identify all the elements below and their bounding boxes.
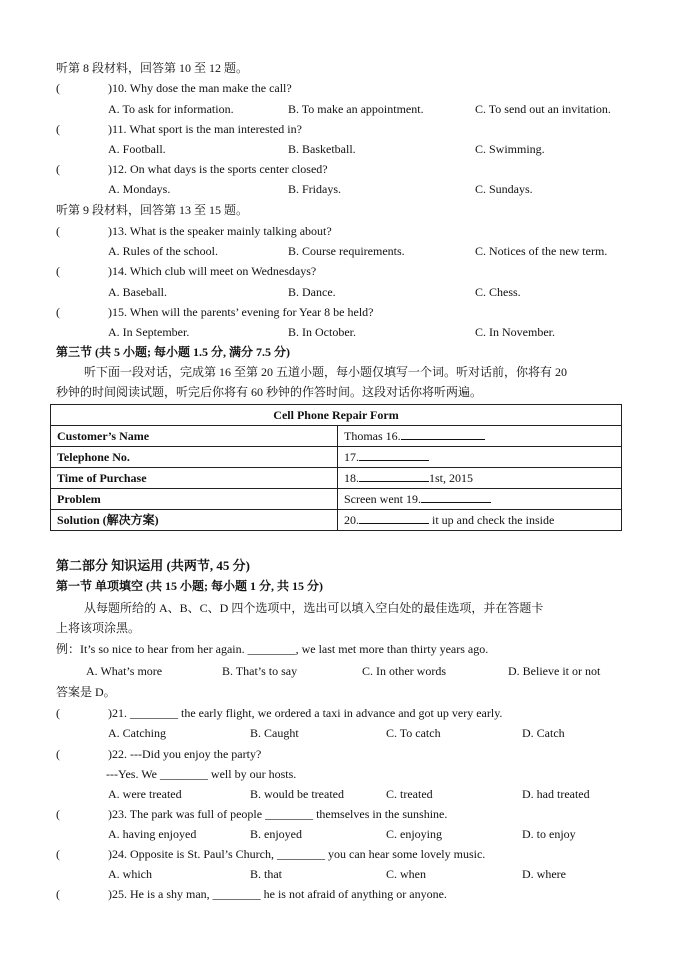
answer-paren[interactable]: (: [56, 305, 60, 319]
question-22-text: )22. ---Did you enjoy the party?: [108, 747, 262, 761]
question-13: [56, 223, 332, 239]
q10-option-a: A. To ask for information.: [108, 102, 234, 116]
question-22: [56, 746, 261, 762]
form-row: [51, 447, 622, 468]
question-23: [56, 806, 447, 822]
q24-option-a: A. which: [108, 867, 152, 881]
question-11: [56, 121, 302, 137]
q22-option-a: A. were treated: [108, 787, 182, 801]
form-value: [338, 426, 622, 447]
q12-option-b: B. Fridays.: [288, 182, 342, 196]
question-10: [56, 80, 292, 96]
answer-blank-16[interactable]: [401, 427, 485, 440]
question-10-text: )10. Why dose the man make the call?: [108, 81, 292, 95]
form-value-prefix: 17.: [344, 450, 359, 464]
q21-option-b: B. Caught: [250, 726, 299, 740]
q14-option-a: A. Baseball.: [108, 285, 167, 299]
q21-option-c: C. To catch: [386, 726, 441, 740]
q13-option-b: B. Course requirements.: [288, 244, 405, 258]
form-value-suffix: 1st, 2015: [429, 471, 474, 485]
answer-paren[interactable]: (: [56, 887, 60, 901]
form-value-prefix: Screen went 19.: [344, 492, 421, 506]
question-22-text2: ---Yes. We ________ well by our hosts.: [106, 767, 297, 781]
form-label: Telephone No.: [51, 447, 338, 468]
form-label: Customer’s Name: [51, 426, 338, 447]
question-14: [56, 263, 316, 279]
q24-option-c: C. when: [386, 867, 426, 881]
answer-paren[interactable]: (: [56, 747, 60, 761]
q15-option-b: B. In October.: [288, 325, 356, 339]
answer-paren[interactable]: (: [56, 81, 60, 95]
answer-blank-17[interactable]: [359, 448, 429, 461]
q21-option-d: D. Catch: [522, 726, 565, 740]
question-24-text: )24. Opposite is St. Paul’s Church, ________ you can hear some lovely music.: [108, 847, 486, 861]
form-row: [51, 489, 622, 510]
part-3-instructions-line1: 听下面一段对话，完成第 16 至第 20 五道小题，每小题仅填写一个词。听对话前，你将有 20: [84, 365, 568, 379]
question-23-text: )23. The park was full of people ________ themselves in the sunshine.: [108, 807, 448, 821]
q15-option-c: C. In November.: [475, 325, 555, 339]
question-21: [56, 705, 502, 721]
question-25-text: )25. He is a shy man, ________ he is not afraid of anything or anyone.: [108, 887, 447, 901]
question-13-text: )13. What is the speaker mainly talking about?: [108, 224, 332, 238]
q15-option-a: A. In September.: [108, 325, 190, 339]
question-12-text: )12. On what days is the sports center closed?: [108, 162, 328, 176]
q11-option-b: B. Basketball.: [288, 142, 356, 156]
answer-paren[interactable]: (: [56, 264, 60, 278]
question-24: [56, 846, 485, 862]
part-2-title: 第二部分 知识运用 (共两节, 45 分): [56, 558, 250, 573]
form-value-suffix: it up and check the inside: [429, 513, 555, 527]
question-15: [56, 304, 373, 320]
q13-option-c: C. Notices of the new term.: [475, 244, 608, 258]
q14-option-c: C. Chess.: [475, 285, 521, 299]
form-label: Time of Purchase: [51, 468, 338, 489]
q23-option-b: B. enjoyed: [250, 827, 302, 841]
part-3-title: 第三节 (共 5 小题; 每小题 1.5 分, 满分 7.5 分): [56, 345, 290, 359]
q11-option-c: C. Swimming.: [475, 142, 545, 156]
answer-paren[interactable]: (: [56, 224, 60, 238]
question-25: [56, 886, 447, 902]
form-value-prefix: 20.: [344, 513, 359, 527]
form-value: [338, 447, 622, 468]
form-row: [51, 426, 622, 447]
section-1-title: 第一节 单项填空 (共 15 小题; 每小题 1 分, 共 15 分): [56, 579, 323, 593]
question-14-text: )14. Which club will meet on Wednesdays?: [108, 264, 317, 278]
section-1-instructions-line2: 上将该项涂黑。: [56, 621, 141, 635]
form-value: [338, 468, 622, 489]
q10-option-c: C. To send out an invitation.: [475, 102, 611, 116]
q14-option-b: B. Dance.: [288, 285, 336, 299]
section-9-heading: 听第 9 段材料，回答第 13 至 15 题。: [56, 203, 249, 217]
example-option-d: D. Believe it or not: [508, 664, 601, 678]
question-15-text: )15. When will the parents’ evening for Year 8 be held?: [108, 305, 374, 319]
q23-option-a: A. having enjoyed: [108, 827, 197, 841]
question-11-text: )11. What sport is the man interested in?: [108, 122, 302, 136]
q24-option-b: B. that: [250, 867, 282, 881]
section-1-instructions-line1: 从每题所给的 A、B、C、D 四个选项中，选出可以填入空白处的最佳选项，并在答题卡: [84, 601, 544, 615]
part-3-instructions-line2: 秒钟的时间阅读试题，听完后你将有 60 秒钟的作答时间。这段对话你将听两遍。: [56, 385, 483, 399]
form-value-prefix: Thomas 16.: [344, 429, 401, 443]
q10-option-b: B. To make an appointment.: [288, 102, 424, 116]
form-value: [338, 510, 622, 531]
q12-option-c: C. Sundays.: [475, 182, 533, 196]
example-answer: 答案是 D。: [56, 685, 116, 699]
answer-paren[interactable]: (: [56, 122, 60, 136]
form-label: Solution (解决方案): [51, 510, 338, 531]
form-value: [338, 489, 622, 510]
form-title: Cell Phone Repair Form: [51, 405, 622, 426]
question-21-text: )21. ________ the early flight, we ordered a taxi in advance and got up very early.: [108, 706, 503, 720]
repair-form-table: [50, 404, 622, 531]
answer-paren[interactable]: (: [56, 847, 60, 861]
q22-option-c: C. treated: [386, 787, 433, 801]
q12-option-a: A. Mondays.: [108, 182, 171, 196]
answer-paren[interactable]: (: [56, 162, 60, 176]
q22-option-d: D. had treated: [522, 787, 590, 801]
answer-blank-18[interactable]: [359, 469, 429, 482]
question-12: [56, 161, 328, 177]
q23-option-c: C. enjoying: [386, 827, 442, 841]
example-option-a: A. What’s more: [86, 664, 163, 678]
answer-paren[interactable]: (: [56, 706, 60, 720]
answer-blank-19[interactable]: [421, 490, 491, 503]
example-option-b: B. That’s to say: [222, 664, 298, 678]
q22-option-b: B. would be treated: [250, 787, 344, 801]
q23-option-d: D. to enjoy: [522, 827, 576, 841]
example-option-c: C. In other words: [362, 664, 446, 678]
answer-blank-20[interactable]: [359, 511, 429, 524]
q21-option-a: A. Catching: [108, 726, 166, 740]
form-row: [51, 468, 622, 489]
q24-option-d: D. where: [522, 867, 566, 881]
q11-option-a: A. Football.: [108, 142, 166, 156]
section-8-heading: 听第 8 段材料，回答第 10 至 12 题。: [56, 61, 249, 75]
form-row: [51, 510, 622, 531]
answer-paren[interactable]: (: [56, 807, 60, 821]
example-question: 例：It’s so nice to hear from her again. ________, we last met more than thirty years ago.: [56, 642, 489, 656]
q13-option-a: A. Rules of the school.: [108, 244, 218, 258]
form-label: Problem: [51, 489, 338, 510]
form-value-prefix: 18.: [344, 471, 359, 485]
